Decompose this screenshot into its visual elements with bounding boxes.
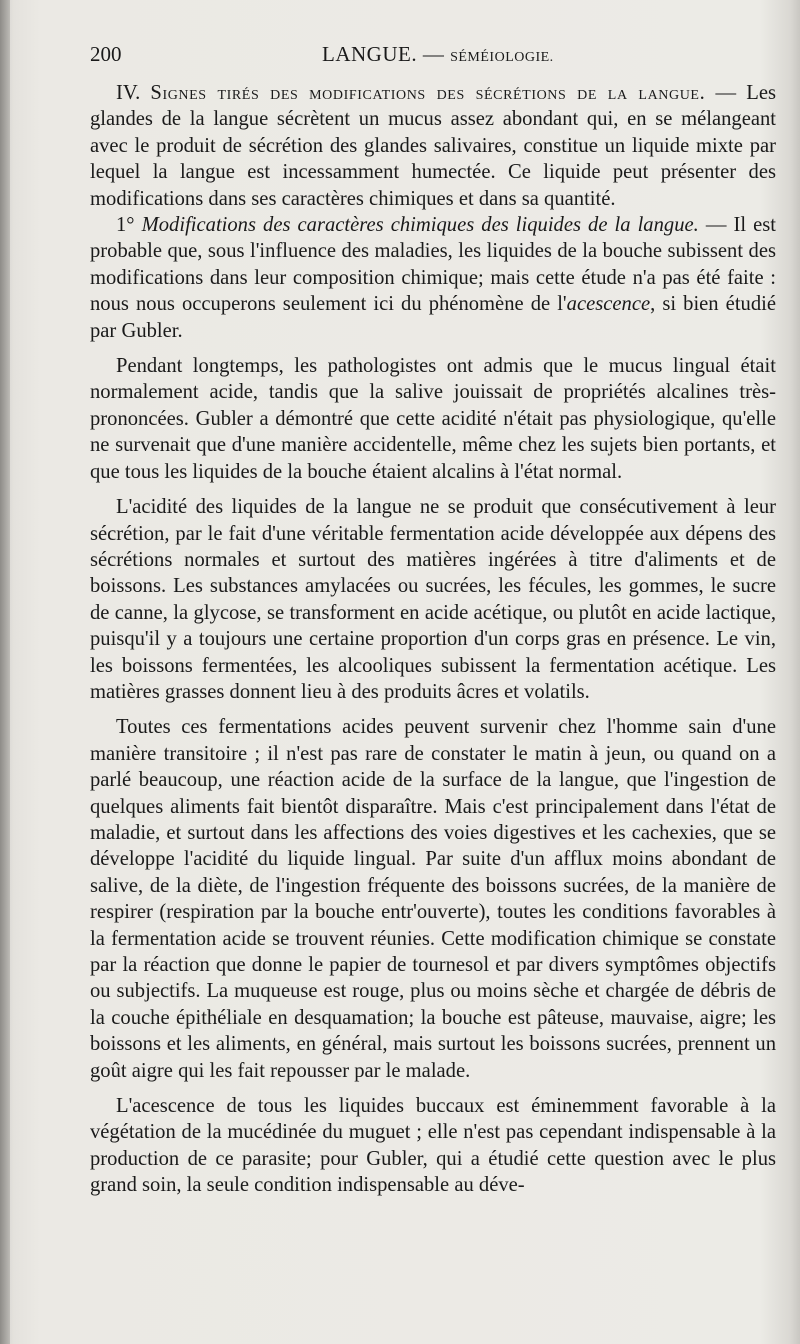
section-title: Signes tirés des modifications des sécrétions de la langue.: [150, 82, 706, 104]
running-title-main: LANGUE. —: [322, 42, 445, 66]
paragraph-gap: [90, 705, 776, 714]
subsection-number: 1°: [116, 214, 135, 237]
subsection-text-a: — Il est probable que, sous l'influence des maladies, les liquides de la bouche subissent des modifications dans leur composition chimique; mais cette étude n'a pas été faite : nous nous occuperons seulement ici du phénomène de l': [90, 214, 776, 316]
page-number: 200: [90, 42, 122, 66]
body-text: [90, 80, 776, 1199]
paragraph-gap: [90, 1084, 776, 1093]
subsection-title: Modifications des caractères chimiques des liquides de la langue.: [141, 214, 699, 237]
subsection-paragraph: [90, 212, 776, 344]
running-title: [322, 42, 554, 67]
subsection-text-b: , si bien étudié par Gubler.: [90, 293, 776, 342]
section-text: — Les glandes de la langue sécrètent un mucus assez abondant qui, en se mélangeant avec le produit de sécrétion des glandes salivaires, constitue un liquide mixte par lequel la langue est incessamment humectée. Ce liquide peut présenter des modifications dans ses caractères chimiques et dans sa quantité.: [90, 82, 776, 210]
paragraph-gap: [90, 485, 776, 494]
section-number: IV.: [116, 82, 141, 104]
paragraph-3: Toutes ces fermentations acides peuvent survenir chez l'homme sain d'une manière transitoire ; il n'est pas rare de constater le matin à jeun, ou quand on a parlé beaucoup, une réaction acide de la surface de la langue, que l'ingestion de quelques aliments fait bientôt disparaître. Mais c'est principalement dans l'état de maladie, et surtout dans les affections des voies digestives et les cachexies, que se développe l'acidité du liquide lingual. Par suite d'un afflux moins abondant de salive, de la diète, de l'ingestion fréquente des boissons sucrées, de la manière de respirer (respiration par la bouche entr'ouverte), toutes les conditions favorables à la fermentation acide se trouvent réunies. Cette modification chimique se constate par la réaction que donne le papier de tournesol et par divers symptômes objectifs ou subjectifs. La muqueuse est rouge, plus ou moins sèche et chargée de débris de la couche épithéliale en desquamation; la bouche est pâteuse, mauvaise, aigre; les boissons et les aliments, en général, mais surtout les boissons sucrées, prennent un goût aigre qui les fait repousser par le malade.: [90, 716, 776, 1082]
subsection-italic-term: acescence: [566, 293, 651, 316]
paragraph-1: Pendant longtemps, les pathologistes ont admis que le mucus lingual était normalement acide, tandis que la salive jouissait de propriétés alcalines très-prononcées. Gubler a démontré que cette acidité n'était pas physiologique, qu'elle ne survenait que d'une manière accidentelle, même chez les sujets bien portants, et que tous les liquides de la bouche étaient alcalins à l'état normal.: [90, 355, 776, 483]
paragraph-2: L'acidité des liquides de la langue ne se produit que consécutivement à leur sécrétion, par le fait d'une véritable fermentation acide développée aux dépens des sécrétions normales et surtout des matières ingérées à titre d'aliments et de boissons. Les substances amylacées ou sucrées, les fécules, les gommes, le sucre de canne, la glycose, se transforment en acide acétique, ou plutôt en acide lactique, puisqu'il y a toujours une certaine proportion d'un corps gras en présence. Le vin, les boissons fermentées, les alcooliques subissent la fermentation acétique. Les matières grasses donnent lieu à des produits âcres et volatils.: [90, 496, 776, 703]
paragraph-4: L'acescence de tous les liquides buccaux est éminemment favorable à la végétation de la mucédinée du muguet ; elle n'est pas cependant indispensable à la production de ce parasite; pour Gubler, qui a étudié cette question avec le plus grand soin, la seule condition indispensable au déve-: [90, 1095, 776, 1197]
section-iv-paragraph: [90, 80, 776, 212]
running-title-sub: SÉMÉIOLOGIE.: [450, 50, 554, 65]
paragraph-gap: [90, 344, 776, 353]
running-header: [90, 42, 770, 74]
page-spine-shadow: [0, 0, 10, 1344]
